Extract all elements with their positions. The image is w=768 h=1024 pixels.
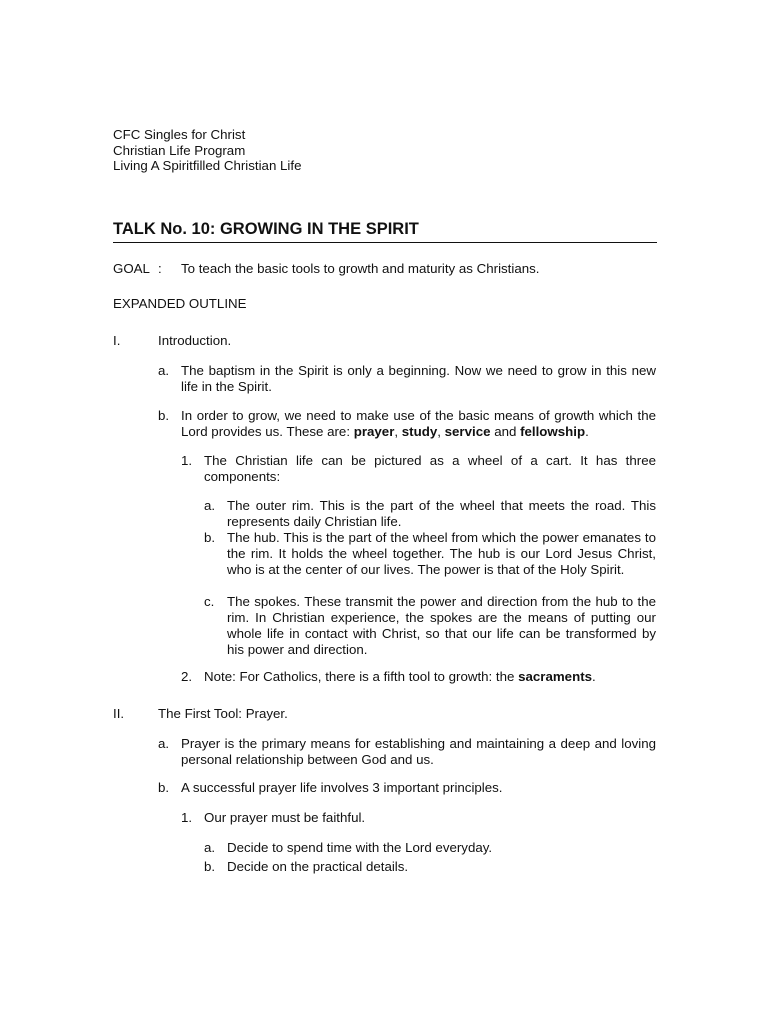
wheel-hub-text: The hub. This is the part of the wheel from which the power emanates to the rim. It holds the wheel together. The hub is our Lord Jesus Christ, who is at the center of our lives. The power is that of the Holy Spirit. [227, 530, 656, 577]
tool-service: service [444, 424, 491, 439]
section-2-item-1-marker: 1. [181, 810, 193, 825]
goal-label: GOAL [113, 261, 150, 276]
wheel-spokes-text: The spokes. These transmit the power and direction from the hub to the rim. In Christian experience, the spokes are the means of putting our whole life in contact with Christ, so that our life can be transformed by his power and direction. [227, 594, 656, 657]
section-1-b-marker: b. [158, 408, 170, 423]
section-2-marker: II. [113, 706, 125, 721]
goal-colon: : [158, 261, 162, 276]
wheel-rim-marker: a. [204, 498, 216, 513]
prayer-faithful-a-marker: a. [204, 840, 216, 855]
section-2-a-marker: a. [158, 736, 170, 751]
prayer-faithful-a-text: Decide to spend time with the Lord everyday. [227, 840, 493, 855]
wheel-spokes-marker: c. [204, 594, 215, 609]
section-2-b-marker: b. [158, 780, 170, 795]
header-subtitle: Living A Spiritfilled Christian Life [113, 158, 302, 173]
section-1-heading: Introduction. [158, 333, 232, 348]
section-1-marker: I. [113, 333, 121, 348]
tool-study: study [401, 424, 438, 439]
comma: , [394, 424, 402, 439]
section-1-b-text-before: In order to grow, we need to make use of the basic means of growth which the Lord provides us. These are: [181, 408, 656, 439]
section-1-item-2-text [204, 669, 596, 685]
prayer-faithful-b-text: Decide on the practical details. [227, 859, 409, 874]
section-2-b-text: A successful prayer life involves 3 important principles. [181, 780, 503, 795]
section-2-item-1-text: Our prayer must be faithful. [204, 810, 366, 825]
item-2-text-before: Note: For Catholics, there is a fifth tool to growth: the [204, 669, 519, 684]
section-2-a-text: Prayer is the primary means for establishing and maintaining a deep and loving personal relationship between God and us. [181, 736, 656, 767]
section-1-a-text: The baptism in the Spirit is only a beginning. Now we need to grow in this new life in the Spirit. [181, 363, 656, 394]
wheel-hub-marker: b. [204, 530, 216, 545]
page-title: TALK No. 10: GROWING IN THE SPIRIT [113, 220, 419, 238]
and-word: and [490, 424, 521, 439]
section-1-item-1-marker: 1. [181, 453, 193, 468]
comma: , [437, 424, 445, 439]
section-1-item-1-text: The Christian life can be pictured as a wheel of a cart. It has three components: [204, 453, 656, 484]
goal-text: To teach the basic tools to growth and maturity as Christians. [181, 261, 540, 276]
tool-prayer: prayer [353, 424, 395, 439]
period: . [592, 669, 596, 684]
tool-fellowship: fellowship [520, 424, 586, 439]
prayer-faithful-b-marker: b. [204, 859, 216, 874]
header-org: CFC Singles for Christ [113, 127, 246, 142]
expanded-outline-heading: EXPANDED OUTLINE [113, 296, 247, 311]
section-2-heading: The First Tool: Prayer. [158, 706, 288, 721]
section-1-a-marker: a. [158, 363, 170, 378]
section-1-item-2-marker: 2. [181, 669, 193, 684]
header-program: Christian Life Program [113, 143, 246, 158]
section-1-b-text [181, 408, 656, 440]
title-underline [113, 242, 657, 243]
period: . [585, 424, 589, 439]
wheel-rim-text: The outer rim. This is the part of the wheel that meets the road. This represents daily Christian life. [227, 498, 656, 529]
tool-sacraments: sacraments [518, 669, 593, 684]
